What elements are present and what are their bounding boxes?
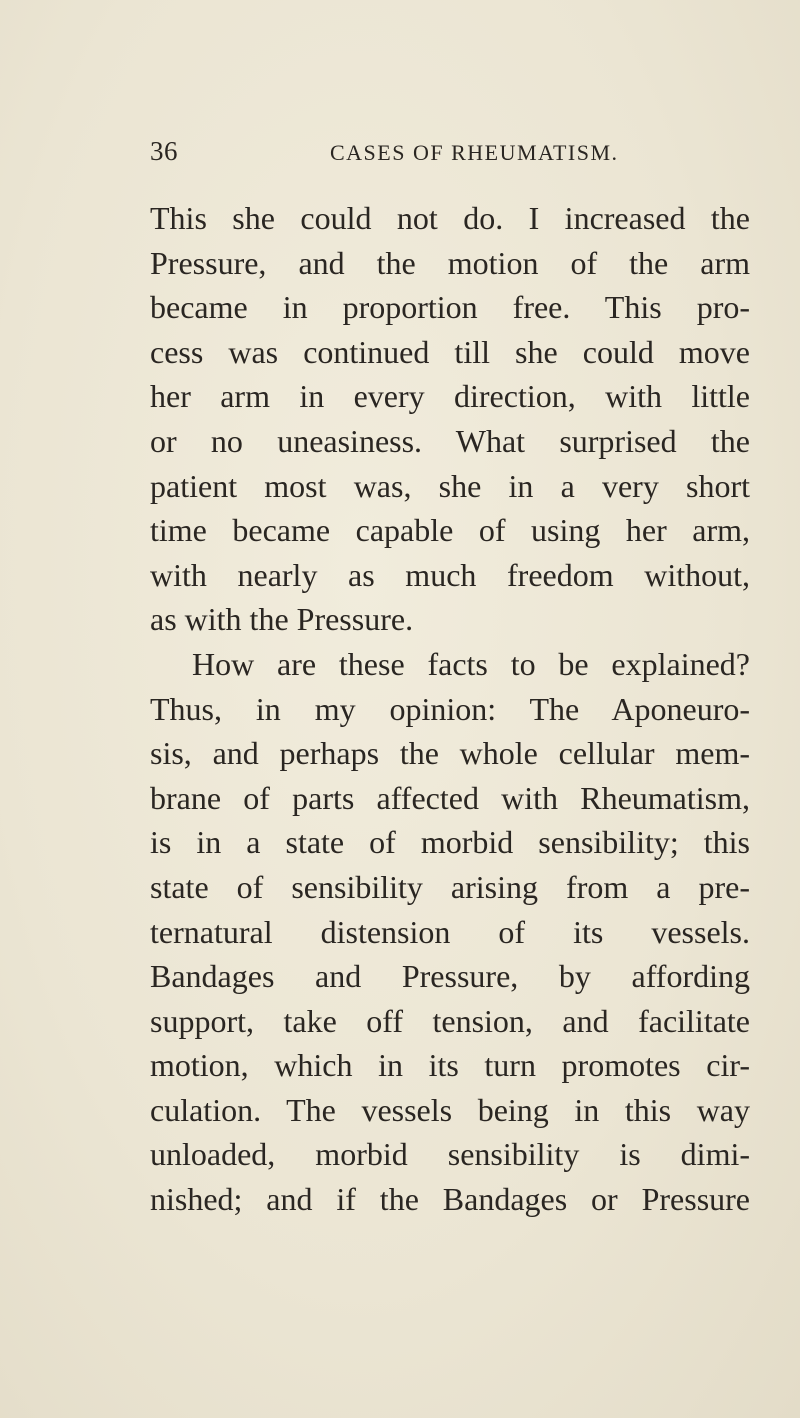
text-line: This she could not do. I increased the: [150, 200, 750, 236]
body-text: [150, 196, 750, 1222]
text-line: her arm in every direction, with little: [150, 378, 750, 415]
running-title: CASES OF RHEUMATISM.: [330, 140, 619, 165]
text-line: How are these facts to be explained?: [192, 645, 750, 682]
text-line: or no uneasiness. What surprised the: [150, 422, 750, 459]
text-line: culation. The vessels being in this way: [150, 1091, 750, 1128]
text-line: Pressure, and the motion of the arm: [150, 244, 750, 281]
text-line: as with the Pressure.: [150, 601, 414, 638]
text-line: is in a state of morbid sensibility; this: [150, 824, 750, 861]
text-line: time became capable of using her arm,: [150, 512, 750, 549]
text-line: state of sensibility arising from a pre-: [150, 868, 750, 905]
text-line: Bandages and Pressure, by affording: [150, 958, 750, 995]
text-line: support, take off tension, and facilitate: [150, 1002, 750, 1039]
text-line: brane of parts affected with Rheumatism,: [150, 779, 750, 816]
text-line: nished; and if the Bandages or Pressure: [150, 1181, 750, 1218]
text-line: ternatural distension of its vessels.: [150, 913, 750, 950]
text-line: unloaded, morbid sensibility is dimi-: [150, 1136, 750, 1173]
text-line: cess was continued till she could move: [150, 333, 750, 370]
text-line: became in proportion free. This pro-: [150, 289, 750, 326]
text-line: motion, which in its turn promotes cir-: [150, 1047, 750, 1084]
text-line: sis, and perhaps the whole cellular mem-: [150, 735, 750, 772]
page-header: [150, 136, 650, 176]
page-number: 36: [150, 136, 178, 166]
text-line: Thus, in my opinion: The Aponeuro-: [150, 690, 750, 727]
text-line: patient most was, she in a very short: [150, 467, 750, 504]
text-line: with nearly as much freedom without,: [150, 556, 750, 593]
